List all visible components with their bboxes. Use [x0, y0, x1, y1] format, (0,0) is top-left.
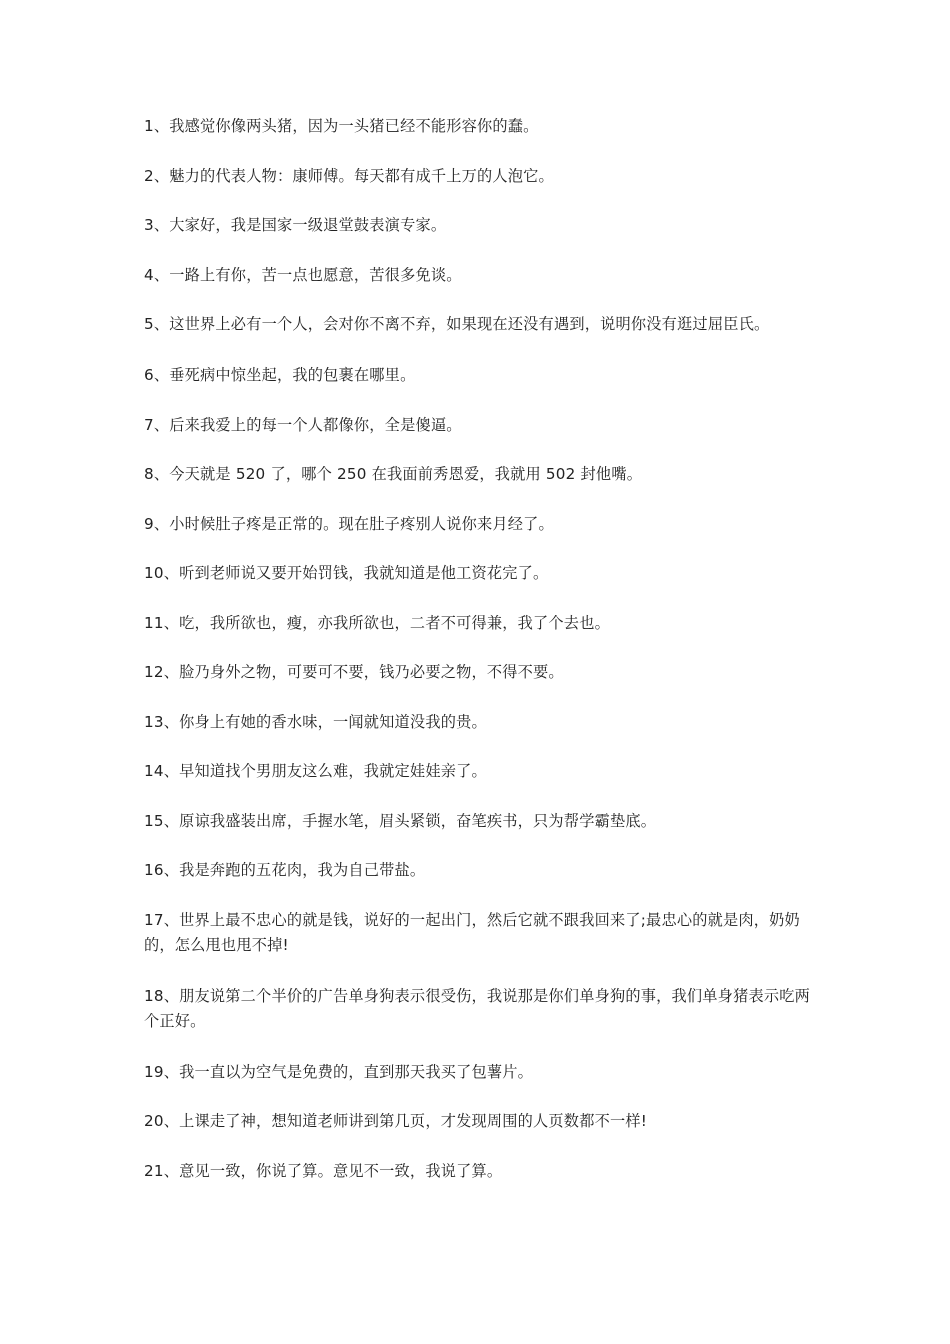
list-item: 14、早知道找个男朋友这么难，我就定娃娃亲了。: [144, 762, 487, 780]
list-item: 11、吃，我所欲也，瘦，亦我所欲也，二者不可得兼，我了个去也。: [144, 613, 610, 632]
list-item: 2、魅力的代表人物：康师傅。每天都有成千上万的人泡它。: [144, 166, 554, 185]
list-item: 12、脸乃身外之物，可要可不要，钱乃必要之物，不得不要。: [144, 663, 564, 681]
list-item: 16、我是奔跑的五花肉，我为自己带盐。: [144, 861, 426, 879]
list-item: 19、我一直以为空气是免费的，直到那天我买了包薯片。: [144, 1062, 534, 1081]
list-item: 7、后来我爱上的每一个人都像你，全是傻逼。: [144, 415, 462, 434]
list-item: 5、这世界上必有一个人，会对你不离不弃，如果现在还没有遇到，说明你没有逛过屈臣氏。: [144, 315, 770, 333]
list-item: 15、原谅我盛装出席，手握水笔，眉头紧锁，奋笔疾书，只为帮学霸垫底。: [144, 811, 657, 830]
list-item: 4、一路上有你，苦一点也愿意，苦很多免谈。: [144, 265, 462, 284]
list-item: 1、我感觉你像两头猪，因为一头猪已经不能形容你的蠢。: [144, 117, 539, 135]
list-item: 8、今天就是 520 了，哪个 250 在我面前秀恩爱，我就用 502 封他嘴。: [144, 465, 643, 483]
list-item: 18、朋友说第二个半价的广告单身狗表示很受伤，我说那是你们单身狗的事，我们单身猪表示吃两个正好。: [144, 986, 811, 1030]
list-item: 20、上课走了神，想知道老师讲到第几页，才发现周围的人页数都不一样!: [144, 1112, 648, 1130]
list-item: 10、听到老师说又要开始罚钱，我就知道是他工资花完了。: [144, 564, 549, 582]
list-item: 6、垂死病中惊坐起，我的包裹在哪里。: [144, 366, 416, 384]
list-item: 9、小时候肚子疼是正常的。现在肚子疼别人说你来月经了。: [144, 514, 554, 533]
list-item: 13、你身上有她的香水味，一闻就知道没我的贵。: [144, 712, 487, 731]
list-item: 21、意见一致，你说了算。意见不一致，我说了算。: [144, 1161, 503, 1180]
document-body: [144, 114, 816, 1208]
list-item: 3、大家好，我是国家一级退堂鼓表演专家。: [144, 216, 447, 234]
list-item: 17、世界上最不忠心的就是钱，说好的一起出门，然后它就不跟我回来了;最忠心的就是肉，奶奶的，怎么甩也甩不掉!: [144, 910, 800, 954]
